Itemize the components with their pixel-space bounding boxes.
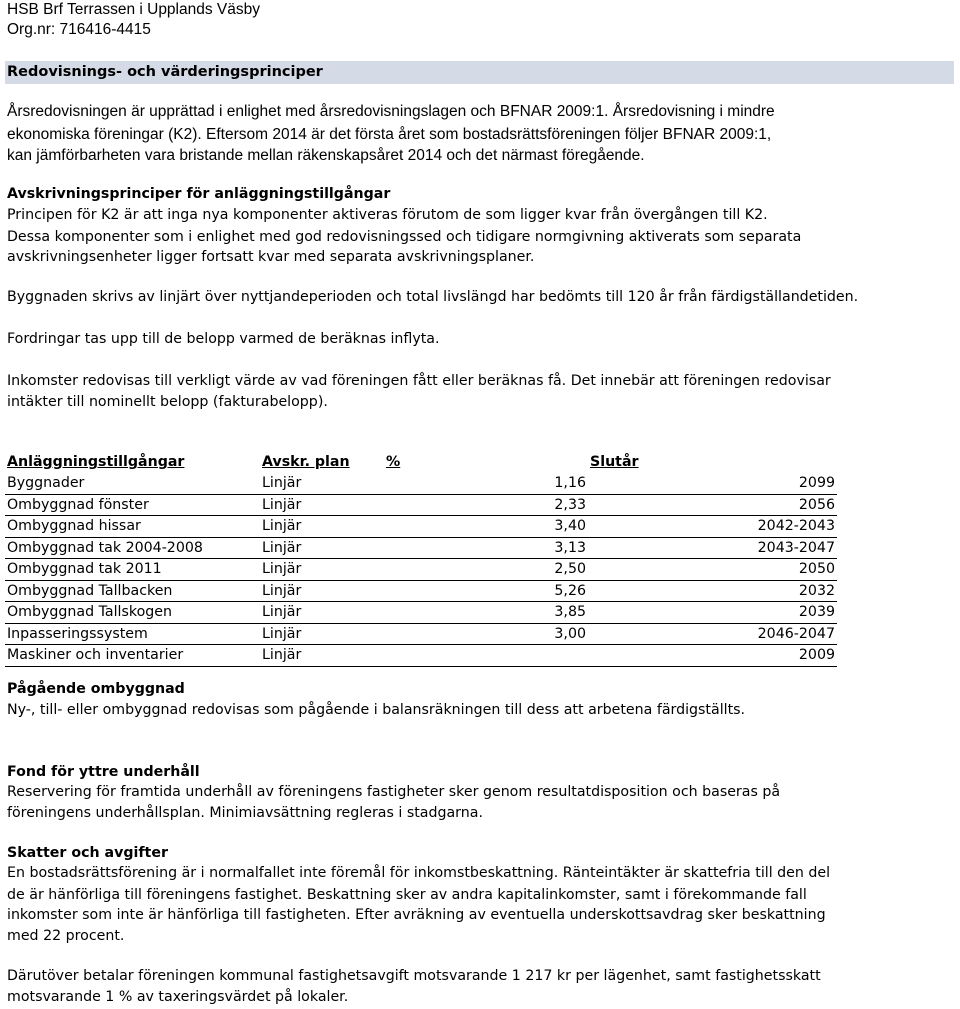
section-title: Redovisnings- och värderingsprinciper (7, 64, 323, 80)
fund-heading: Fond för yttre underhåll (7, 764, 200, 780)
income-line-2: intäkter till nominellt belopp (fakturabelopp). (7, 394, 328, 410)
depreciation-line-1: Principen för K2 är att inga nya komponenter aktiveras förutom de som ligger kvar från övergången till K2. (7, 207, 768, 223)
taxes-heading: Skatter och avgifter (7, 845, 168, 861)
asset-end-year: 2009 (588, 645, 837, 667)
depreciation-line-3: avskrivningsenheter ligger fortsatt kvar med separata avskrivningsplaner. (7, 249, 535, 265)
table-row (5, 645, 837, 667)
asset-name: Ombyggnad Tallskogen (5, 602, 260, 624)
organization-name: HSB Brf Terrassen i Upplands Väsby (7, 1, 260, 18)
asset-percent: 2,33 (384, 494, 588, 516)
asset-percent (384, 645, 588, 667)
asset-name: Inpasseringssystem (5, 623, 260, 645)
table-row (5, 623, 837, 645)
asset-percent: 2,50 (384, 559, 588, 581)
intro-line-1: Årsredovisningen är upprättad i enlighet med årsredovisningslagen och BFNAR 2009:1. Årsredovisning i mindre (7, 103, 775, 120)
table-row (5, 580, 837, 602)
asset-percent: 3,40 (384, 516, 588, 538)
asset-plan: Linjär (260, 516, 384, 538)
building-text: Byggnaden skrivs av linjärt över nyttjandeperioden och total livslängd har bedömts till 120 år från färdigställandetiden. (7, 289, 859, 305)
asset-end-year: 2042-2043 (588, 516, 837, 538)
asset-name: Ombyggnad hissar (5, 516, 260, 538)
section-title-band (5, 61, 954, 84)
asset-end-year: 2056 (588, 494, 837, 516)
asset-plan: Linjär (260, 559, 384, 581)
income-line-1: Inkomster redovisas till verkligt värde av vad föreningen fått eller beräknas få. Det innebär att föreningen redovisar (7, 373, 831, 389)
asset-name: Ombyggnad fönster (5, 494, 260, 516)
organization-number: Org.nr: 716416-4415 (7, 21, 151, 38)
asset-percent: 3,13 (384, 537, 588, 559)
asset-plan: Linjär (260, 623, 384, 645)
asset-plan: Linjär (260, 473, 384, 494)
column-header-end-year: Slutår (590, 454, 639, 470)
asset-plan: Linjär (260, 645, 384, 667)
asset-end-year: 2043-2047 (588, 537, 837, 559)
assets-table (5, 451, 837, 667)
depreciation-line-2: Dessa komponenter som i enlighet med god redovisningssed och tidigare normgivning aktiverats som separata (7, 229, 802, 245)
asset-percent: 3,00 (384, 623, 588, 645)
asset-end-year: 2032 (588, 580, 837, 602)
column-header-percent: % (386, 454, 401, 470)
table-row (5, 494, 837, 516)
asset-name: Byggnader (5, 473, 260, 494)
property-tax-line-2: motsvarande 1 % av taxeringsvärdet på lokaler. (7, 989, 349, 1005)
table-row (5, 559, 837, 581)
asset-name: Ombyggnad Tallbacken (5, 580, 260, 602)
fund-line-2: föreningens underhållsplan. Minimiavsättning regleras i stadgarna. (7, 805, 483, 821)
asset-percent: 3,85 (384, 602, 588, 624)
ongoing-heading: Pågående ombyggnad (7, 681, 185, 697)
intro-line-3: kan jämförbarheten vara bristande mellan räkenskapsåret 2014 och det närmast föregående. (7, 147, 645, 164)
depreciation-heading: Avskrivningsprinciper för anläggningstillgångar (7, 186, 391, 202)
asset-end-year: 2099 (588, 473, 837, 494)
asset-end-year: 2050 (588, 559, 837, 581)
taxes-line-3: inkomster som inte är hänförliga till fastigheten. Efter avräkning av eventuella underskottsavdrag sker beskattning (7, 907, 826, 923)
asset-end-year: 2046-2047 (588, 623, 837, 645)
asset-plan: Linjär (260, 494, 384, 516)
column-header-plan: Avskr. plan (262, 454, 350, 470)
asset-name: Ombyggnad tak 2004-2008 (5, 537, 260, 559)
asset-plan: Linjär (260, 602, 384, 624)
table-header-row (5, 451, 837, 473)
table-row (5, 602, 837, 624)
asset-name: Ombyggnad tak 2011 (5, 559, 260, 581)
taxes-line-2: de är hänförliga till föreningens fastighet. Beskattning sker av andra kapitalinkomster, samt i förekommande fall (7, 887, 807, 903)
receivables-text: Fordringar tas upp till de belopp varmed de beräknas inflyta. (7, 331, 440, 347)
ongoing-line-1: Ny-, till- eller ombyggnad redovisas som pågående i balansräkningen till dess att arbetena färdigställts. (7, 702, 746, 718)
asset-plan: Linjär (260, 537, 384, 559)
asset-end-year: 2039 (588, 602, 837, 624)
taxes-line-1: En bostadsrättsförening är i normalfallet inte föremål för inkomstbeskattning. Ränteintäkter är skattefria till den del (7, 865, 831, 881)
asset-plan: Linjär (260, 580, 384, 602)
taxes-line-4: med 22 procent. (7, 928, 125, 944)
table-row (5, 473, 837, 494)
column-header-asset: Anläggningstillgångar (7, 454, 185, 470)
asset-percent: 1,16 (384, 473, 588, 494)
property-tax-line-1: Därutöver betalar föreningen kommunal fastighetsavgift motsvarande 1 217 kr per lägenhet, samt fastighetsskatt (7, 968, 821, 984)
table-row (5, 537, 837, 559)
table-row (5, 516, 837, 538)
fund-line-1: Reservering för framtida underhåll av föreningens fastigheter sker genom resultatdisposition och baseras på (7, 784, 781, 800)
intro-line-2: ekonomiska föreningar (K2). Eftersom 2014 är det första året som bostadsrättsföreningen följer BFNAR 2009:1, (7, 126, 772, 143)
asset-percent: 5,26 (384, 580, 588, 602)
asset-name: Maskiner och inventarier (5, 645, 260, 667)
